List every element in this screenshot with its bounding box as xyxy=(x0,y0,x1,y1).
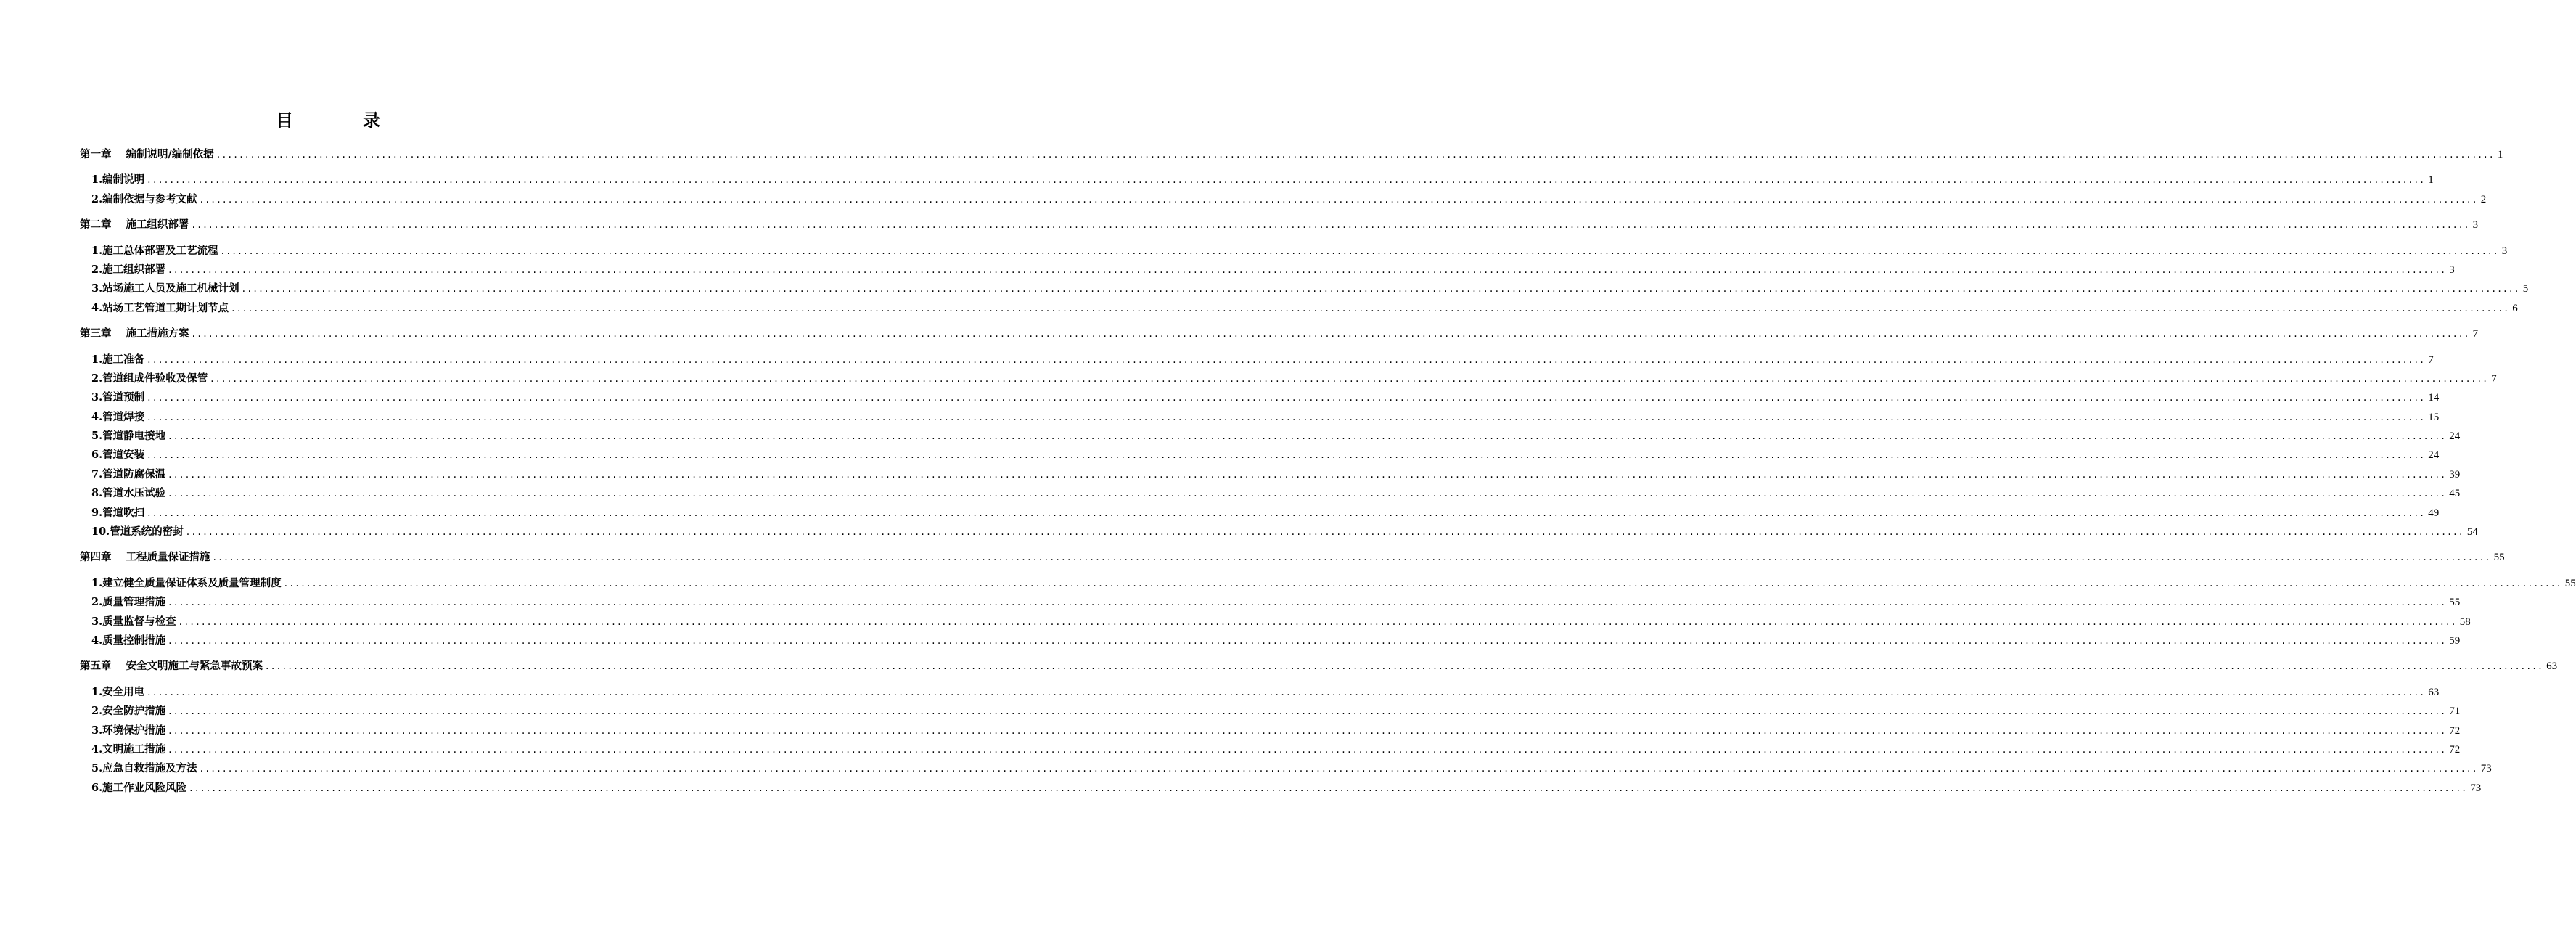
toc-page-number: 72 xyxy=(2449,743,2461,756)
toc-entry-title: 应急自救措施及方法 xyxy=(102,762,197,775)
toc-entry-title: 工程质量保证措施 xyxy=(126,551,210,564)
toc-entry-label xyxy=(91,504,144,523)
toc-entry-number: 9. xyxy=(91,506,103,519)
toc-entry-number: 5. xyxy=(91,762,103,775)
toc-entry-label xyxy=(91,351,144,369)
toc-dot-leader: ................................................................................................................................................................................................................................................................................................................................................................................................................ xyxy=(168,724,2448,737)
toc-entry-number: 5. xyxy=(91,430,103,443)
toc-entry-number: 第四章 xyxy=(80,551,112,564)
toc-chapter-entry[interactable] xyxy=(80,657,2558,676)
toc-entry-number: 6. xyxy=(91,449,103,462)
toc-entry-label xyxy=(91,171,144,189)
toc-page-number: 3 xyxy=(2501,245,2508,257)
toc-page-number: 63 xyxy=(2546,660,2558,673)
toc-dot-leader: ................................................................................................................................................................................................................................................................................................................................................................................................................ xyxy=(147,353,2427,366)
toc-entry-title: 站场施工人员及施工机械计划 xyxy=(102,282,239,295)
toc-dot-leader: ................................................................................................................................................................................................................................................................................................................................................................................................................ xyxy=(147,411,2427,423)
toc-dot-leader: ................................................................................................................................................................................................................................................................................................................................................................................................................ xyxy=(186,526,2465,539)
toc-dot-leader: ................................................................................................................................................................................................................................................................................................................................................................................................................ xyxy=(168,597,2448,609)
toc-entry-title: 编制说明/编制依据 xyxy=(126,148,214,160)
toc-entry-label xyxy=(91,740,165,759)
toc-dot-leader: ................................................................................................................................................................................................................................................................................................................................................................................................................ xyxy=(192,219,2471,232)
toc-entry-title: 施工总体部署及工艺流程 xyxy=(102,244,218,257)
toc-section-entry[interactable] xyxy=(80,702,2461,721)
toc-entry-title: 施工组织部署 xyxy=(126,218,189,232)
toc-entry-label xyxy=(80,216,189,234)
toc-page-number: 24 xyxy=(2449,430,2461,443)
toc-page-number: 1 xyxy=(2428,174,2434,187)
toc-section-entry[interactable] xyxy=(80,242,2508,261)
toc-page-number: 55 xyxy=(2564,577,2576,589)
toc-entry-title: 文明施工措施 xyxy=(102,742,166,756)
toc-page-number: 2 xyxy=(2480,193,2487,205)
toc-entry-title: 安全防护措施 xyxy=(102,705,166,718)
toc-entry-title: 质量控制措施 xyxy=(102,634,166,647)
toc-entry-label xyxy=(91,574,282,593)
toc-entry-number: 6. xyxy=(91,781,103,794)
toc-entry-title: 管道吹扫 xyxy=(102,506,145,519)
toc-chapter-entry[interactable] xyxy=(80,548,2505,567)
toc-page-number: 59 xyxy=(2449,634,2461,647)
toc-entry-label xyxy=(91,427,165,446)
toc-dot-leader: ................................................................................................................................................................................................................................................................................................................................................................................................................ xyxy=(168,705,2448,718)
toc-entry-label xyxy=(91,484,165,503)
toc-dot-leader: ................................................................................................................................................................................................................................................................................................................................................................................................................ xyxy=(266,660,2545,673)
toc-page-number: 58 xyxy=(2459,615,2471,628)
toc-page-number: 3 xyxy=(2472,219,2479,232)
toc-entry-number: 第一章 xyxy=(80,148,112,160)
toc-section-entry[interactable] xyxy=(80,299,2518,318)
toc-entry-title: 管道组成件验收及保管 xyxy=(102,372,208,385)
toc-entry-number: 1. xyxy=(91,173,103,187)
toc-section-entry[interactable] xyxy=(80,759,2492,778)
toc-entry-label xyxy=(91,702,165,721)
toc-page-number: 24 xyxy=(2428,449,2440,462)
toc-entry-number: 3. xyxy=(91,724,103,737)
toc-section-entry[interactable] xyxy=(80,351,2434,369)
toc-page-number: 45 xyxy=(2449,488,2461,500)
toc-entry-title: 管道系统的密封 xyxy=(110,525,184,539)
toc-entry-label xyxy=(91,631,165,650)
toc-entry-number: 3. xyxy=(91,391,103,404)
toc-entry-title: 管道防腐保温 xyxy=(102,467,166,480)
toc-entry-label xyxy=(91,299,229,318)
toc-entry-number: 第二章 xyxy=(80,218,112,232)
toc-entry-label xyxy=(91,388,144,407)
toc-entry-title: 管道静电接地 xyxy=(102,430,166,443)
toc-page-number: 7 xyxy=(2491,372,2497,385)
toc-section-entry[interactable] xyxy=(80,388,2440,407)
toc-entry-title: 管道焊接 xyxy=(102,410,145,423)
toc-entry-title: 编制说明 xyxy=(102,173,145,187)
toc-entry-title: 站场工艺管道工期计划节点 xyxy=(102,301,229,314)
toc-dot-leader: ................................................................................................................................................................................................................................................................................................................................................................................................................ xyxy=(200,193,2479,205)
toc-dot-leader: ................................................................................................................................................................................................................................................................................................................................................................................................................ xyxy=(168,430,2448,443)
toc-entry-label xyxy=(80,657,263,676)
toc-page-number: 15 xyxy=(2428,411,2440,423)
toc-entry-number: 2. xyxy=(91,705,103,718)
toc-chapter-entry[interactable] xyxy=(80,145,2503,164)
toc-entry-title: 质量管理措施 xyxy=(102,596,166,609)
toc-entry-label xyxy=(80,324,189,343)
toc-entry-number: 1. xyxy=(91,244,103,257)
toc-entry-label xyxy=(91,721,165,740)
toc-entry-title: 施工准备 xyxy=(102,353,145,366)
toc-chapter-entry[interactable] xyxy=(80,324,2479,343)
toc-dot-leader: ................................................................................................................................................................................................................................................................................................................................................................................................................ xyxy=(200,763,2479,775)
toc-entry-label xyxy=(91,683,144,702)
toc-entry-title: 管道预制 xyxy=(102,391,145,404)
toc-entry-label xyxy=(91,523,184,541)
toc-dot-leader: ................................................................................................................................................................................................................................................................................................................................................................................................................ xyxy=(221,245,2500,257)
toc-section-entry[interactable] xyxy=(80,504,2440,523)
toc-dot-leader: ................................................................................................................................................................................................................................................................................................................................................................................................................ xyxy=(179,615,2458,628)
toc-entry-title: 建立健全质量保证体系及质量管理制度 xyxy=(102,576,282,589)
toc-entry-number: 1. xyxy=(91,685,103,698)
toc-entry-title: 施工组织部署 xyxy=(102,263,166,276)
toc-dot-leader: ................................................................................................................................................................................................................................................................................................................................................................................................................ xyxy=(189,782,2469,794)
toc-dot-leader: ................................................................................................................................................................................................................................................................................................................................................................................................................ xyxy=(231,302,2511,314)
toc-dot-leader: ................................................................................................................................................................................................................................................................................................................................................................................................................ xyxy=(147,449,2427,462)
toc-entry-title: 编制依据与参考文献 xyxy=(102,192,197,205)
toc-entry-number: 7. xyxy=(91,467,103,480)
toc-page-number: 54 xyxy=(2466,526,2478,539)
toc-entry-number: 4. xyxy=(91,301,103,314)
table-of-contents xyxy=(80,145,2576,798)
toc-entry-number: 4. xyxy=(91,634,103,647)
toc-section-entry[interactable] xyxy=(80,465,2461,484)
toc-entry-label xyxy=(91,279,239,298)
toc-entry-number: 3. xyxy=(91,615,103,628)
toc-dot-leader: ................................................................................................................................................................................................................................................................................................................................................................................................................ xyxy=(242,283,2521,295)
toc-dot-leader: ................................................................................................................................................................................................................................................................................................................................................................................................................ xyxy=(168,488,2448,500)
toc-page-number: 7 xyxy=(2472,328,2479,340)
toc-page-number: 3 xyxy=(2449,263,2455,276)
toc-section-entry[interactable] xyxy=(80,740,2461,759)
toc-entry-number: 第五章 xyxy=(80,660,112,673)
toc-entry-label xyxy=(80,145,214,164)
toc-entry-number: 8. xyxy=(91,487,103,500)
toc-page-number: 55 xyxy=(2449,597,2461,609)
toc-dot-leader: ................................................................................................................................................................................................................................................................................................................................................................................................................ xyxy=(168,263,2448,276)
toc-section-entry[interactable] xyxy=(80,721,2461,740)
toc-section-entry[interactable] xyxy=(80,408,2440,427)
toc-entry-label xyxy=(91,759,197,778)
toc-dot-leader: ................................................................................................................................................................................................................................................................................................................................................................................................................ xyxy=(168,634,2448,647)
toc-dot-leader: ................................................................................................................................................................................................................................................................................................................................................................................................................ xyxy=(147,174,2427,187)
toc-section-entry[interactable] xyxy=(80,190,2487,209)
toc-entry-title: 质量监督与检查 xyxy=(102,615,176,628)
toc-entry-number: 10. xyxy=(91,525,110,539)
toc-entry-number: 2. xyxy=(91,372,103,385)
toc-entry-label xyxy=(91,190,197,209)
toc-dot-leader: ................................................................................................................................................................................................................................................................................................................................................................................................................ xyxy=(168,743,2448,756)
toc-entry-number: 第三章 xyxy=(80,327,112,340)
toc-section-entry[interactable] xyxy=(80,484,2461,503)
toc-page-number: 73 xyxy=(2480,763,2492,775)
toc-entry-title: 环境保护措施 xyxy=(102,724,166,737)
toc-page-number: 7 xyxy=(2428,353,2434,366)
toc-entry-label xyxy=(80,548,210,567)
toc-entry-title: 管道水压试验 xyxy=(102,487,166,500)
toc-entry-label xyxy=(91,242,218,261)
toc-section-entry[interactable] xyxy=(80,613,2471,631)
toc-dot-leader: ................................................................................................................................................................................................................................................................................................................................................................................................................ xyxy=(147,392,2427,404)
toc-entry-label xyxy=(91,593,165,612)
toc-page-number: 1 xyxy=(2497,149,2503,160)
toc-entry-number: 2. xyxy=(91,263,103,276)
toc-page-number: 72 xyxy=(2449,724,2461,737)
toc-entry-number: 4. xyxy=(91,742,103,756)
toc-page-number: 5 xyxy=(2522,283,2529,295)
toc-dot-leader: ................................................................................................................................................................................................................................................................................................................................................................................................................ xyxy=(192,328,2471,340)
toc-section-entry[interactable] xyxy=(80,261,2455,279)
toc-entry-title: 施工作业风险风险 xyxy=(102,781,187,794)
toc-entry-label xyxy=(91,369,208,388)
toc-section-entry[interactable] xyxy=(80,523,2478,541)
toc-entry-title: 施工措施方案 xyxy=(126,327,189,340)
toc-page-number: 55 xyxy=(2493,552,2505,564)
toc-entry-label xyxy=(91,446,144,465)
toc-section-entry[interactable] xyxy=(80,593,2461,612)
page-title: 目 录 xyxy=(276,110,406,131)
toc-dot-leader: ................................................................................................................................................................................................................................................................................................................................................................................................................ xyxy=(213,552,2492,564)
toc-section-entry[interactable] xyxy=(80,631,2461,650)
toc-page-number: 39 xyxy=(2449,468,2461,480)
toc-dot-leader: ................................................................................................................................................................................................................................................................................................................................................................................................................ xyxy=(147,686,2427,698)
toc-entry-title: 安全文明施工与紧急事故预案 xyxy=(126,660,263,673)
toc-entry-number: 2. xyxy=(91,596,103,609)
toc-entry-number: 4. xyxy=(91,410,103,423)
toc-entry-label xyxy=(91,779,186,798)
toc-page-number: 6 xyxy=(2512,302,2518,314)
toc-page-number: 14 xyxy=(2428,392,2440,404)
toc-entry-title: 管道安装 xyxy=(102,449,145,462)
toc-section-entry[interactable] xyxy=(80,779,2482,798)
toc-page-number: 49 xyxy=(2428,507,2440,519)
toc-section-entry[interactable] xyxy=(80,446,2440,465)
toc-chapter-entry[interactable] xyxy=(80,216,2479,234)
toc-entry-number: 1. xyxy=(91,353,103,366)
toc-page-number: 63 xyxy=(2428,686,2440,698)
toc-dot-leader: ................................................................................................................................................................................................................................................................................................................................................................................................................ xyxy=(147,507,2427,519)
toc-page-number: 73 xyxy=(2470,782,2482,794)
toc-entry-label xyxy=(91,408,144,427)
toc-dot-leader: ................................................................................................................................................................................................................................................................................................................................................................................................................ xyxy=(216,149,2495,160)
toc-page-number: 71 xyxy=(2449,705,2461,718)
toc-section-entry[interactable] xyxy=(80,574,2576,593)
toc-dot-leader: ................................................................................................................................................................................................................................................................................................................................................................................................................ xyxy=(210,372,2490,385)
toc-entry-number: 2. xyxy=(91,192,103,205)
toc-section-entry[interactable] xyxy=(80,369,2497,388)
toc-section-entry[interactable] xyxy=(80,171,2434,189)
toc-section-entry[interactable] xyxy=(80,683,2440,702)
toc-entry-label xyxy=(91,465,165,484)
toc-entry-label xyxy=(91,613,176,631)
toc-dot-leader: ................................................................................................................................................................................................................................................................................................................................................................................................................ xyxy=(168,468,2448,480)
toc-dot-leader: ................................................................................................................................................................................................................................................................................................................................................................................................................ xyxy=(284,577,2563,589)
toc-entry-number: 3. xyxy=(91,282,103,295)
toc-entry-number: 1. xyxy=(91,576,103,589)
toc-entry-title: 安全用电 xyxy=(102,685,145,698)
toc-entry-label xyxy=(91,261,165,279)
toc-section-entry[interactable] xyxy=(80,279,2529,298)
toc-section-entry[interactable] xyxy=(80,427,2461,446)
